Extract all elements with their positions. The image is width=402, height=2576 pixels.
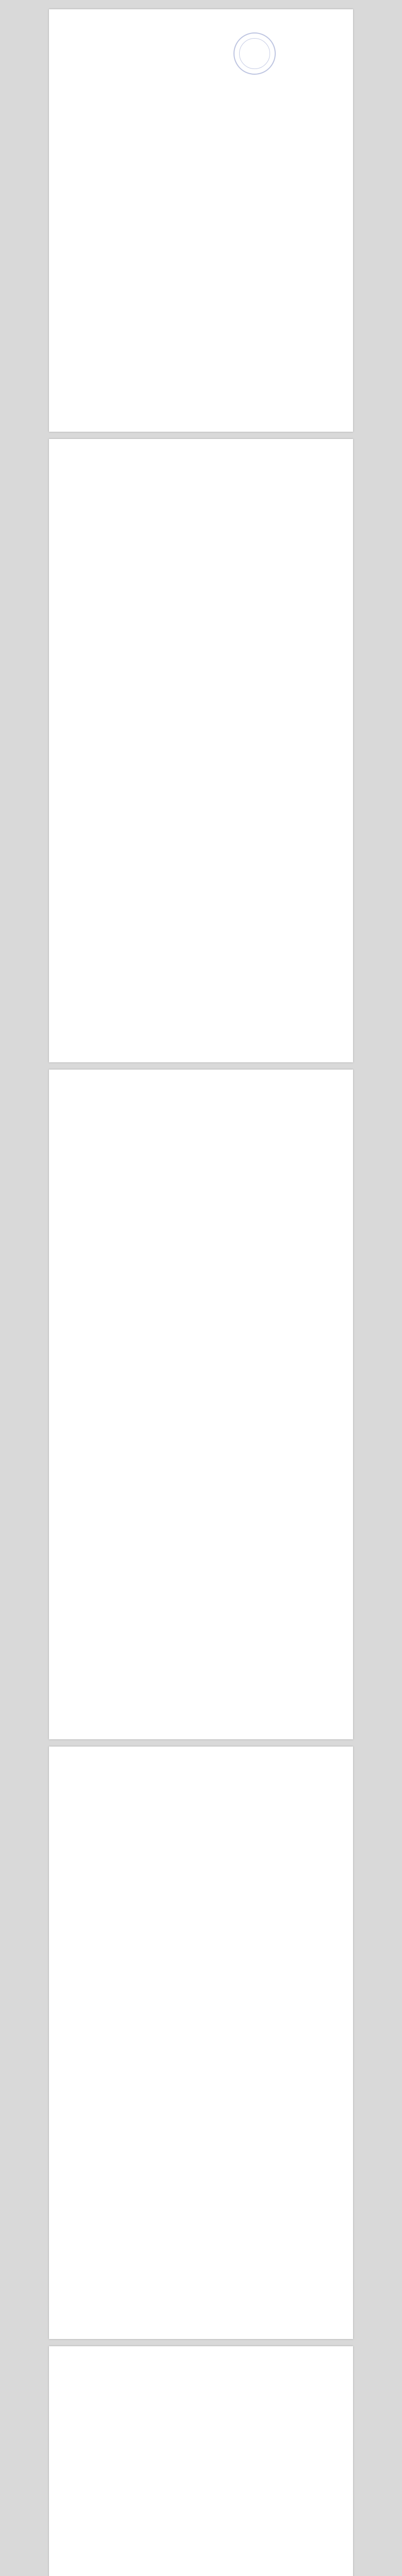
paragraph	[85, 2047, 325, 2054]
paragraph	[85, 1231, 325, 1238]
paragraph	[85, 2055, 325, 2061]
paragraph	[85, 2484, 325, 2491]
paragraph	[85, 1977, 325, 1984]
paragraph	[85, 2569, 325, 2576]
paragraph	[85, 1278, 325, 1284]
paragraph	[85, 585, 325, 591]
approval-line	[214, 55, 325, 61]
paragraph	[85, 1962, 325, 1969]
paragraph	[85, 2515, 325, 2522]
paragraph	[85, 1838, 325, 1845]
paragraph	[85, 1993, 325, 1999]
paragraph	[85, 1200, 325, 1207]
paragraph	[85, 562, 325, 568]
paragraph	[85, 2210, 325, 2216]
paragraph	[85, 716, 325, 723]
paragraph	[85, 1869, 325, 1876]
paragraph	[85, 2531, 325, 2537]
paragraph	[85, 2287, 325, 2294]
paragraph	[85, 1170, 325, 1176]
paragraph	[85, 1255, 325, 1261]
paragraph	[85, 2554, 325, 2561]
paragraph	[85, 2132, 325, 2139]
paragraph	[85, 1939, 325, 1945]
paragraph	[85, 546, 325, 553]
paragraph	[85, 500, 325, 506]
paragraph	[85, 1970, 325, 1976]
paragraph	[85, 1861, 325, 1868]
paragraph	[85, 2062, 325, 2069]
paragraph	[85, 747, 325, 754]
paragraph	[85, 1208, 325, 1215]
paragraph	[85, 762, 325, 769]
paragraph	[85, 1931, 325, 1938]
document-page-3	[49, 1070, 353, 1739]
paragraph	[85, 677, 325, 684]
paragraph	[85, 1123, 325, 1129]
paragraph	[85, 1185, 325, 1192]
paragraph	[85, 2125, 325, 2131]
paragraph	[85, 701, 325, 707]
paragraph	[85, 2507, 325, 2514]
paragraph	[85, 2546, 325, 2553]
paragraph	[85, 2415, 325, 2421]
paragraph	[85, 492, 325, 499]
paragraph	[85, 2430, 325, 2437]
title-line	[80, 196, 322, 207]
paragraph	[85, 2039, 325, 2046]
paragraph	[85, 1823, 325, 1829]
paragraph	[85, 786, 325, 792]
section-heading	[85, 1156, 325, 1163]
paragraph	[85, 2078, 325, 2084]
paragraph	[85, 685, 325, 692]
paragraph	[85, 770, 325, 777]
title-line	[80, 175, 322, 185]
page-content	[85, 1775, 325, 2295]
paragraph	[85, 639, 325, 646]
paragraph	[85, 2187, 325, 2193]
paragraph	[85, 809, 325, 816]
paragraph	[85, 538, 325, 545]
paragraph	[85, 592, 325, 599]
paragraph	[85, 2461, 325, 2468]
paragraph	[85, 1130, 325, 1137]
paragraph	[85, 647, 325, 653]
title-line	[80, 250, 322, 261]
paragraph	[85, 1316, 325, 1323]
paragraph	[85, 1854, 325, 1860]
paragraph	[85, 1247, 325, 1253]
paragraph	[85, 801, 325, 808]
paragraph	[85, 2086, 325, 2092]
paragraph	[85, 2248, 325, 2255]
paragraph	[85, 600, 325, 607]
paragraph	[85, 2399, 325, 2406]
paragraph	[85, 1831, 325, 1837]
section-heading	[85, 479, 325, 486]
title-line	[80, 261, 322, 272]
paragraph	[85, 1946, 325, 1953]
paragraph	[85, 2202, 325, 2209]
paragraph	[85, 1877, 325, 1884]
paragraph	[85, 577, 325, 584]
paragraph	[85, 1892, 325, 1899]
paragraph	[85, 1285, 325, 1292]
paragraph	[85, 616, 325, 622]
paragraph	[85, 1301, 325, 1308]
paragraph	[85, 623, 325, 630]
paragraph	[85, 2407, 325, 2414]
title-line	[80, 218, 322, 229]
paragraph	[85, 1177, 325, 1184]
paragraph	[85, 1800, 325, 1806]
paragraph	[85, 2562, 325, 2568]
approval-line	[214, 67, 325, 73]
cover-page	[49, 9, 353, 432]
paragraph	[85, 739, 325, 746]
paragraph	[85, 2194, 325, 2201]
paragraph	[85, 2163, 325, 2170]
paragraph	[85, 1270, 325, 1277]
paragraph	[85, 569, 325, 576]
paragraph	[85, 2031, 325, 2038]
paragraph	[85, 2179, 325, 2185]
section-heading	[85, 2111, 325, 2119]
title-line	[80, 229, 322, 240]
paragraph	[85, 724, 325, 731]
title-line	[80, 207, 322, 218]
paragraph	[85, 1923, 325, 1930]
paragraph	[85, 631, 325, 638]
paragraph	[85, 2008, 325, 2015]
paragraph	[85, 2241, 325, 2247]
paragraph	[85, 554, 325, 561]
paragraph	[85, 1138, 325, 1145]
paragraph	[85, 1193, 325, 1199]
paragraph	[85, 2024, 325, 2030]
paragraph	[85, 693, 325, 700]
approval-line	[214, 30, 325, 36]
paragraph	[85, 662, 325, 669]
paragraph	[85, 2140, 325, 2147]
paragraph	[85, 1239, 325, 1246]
approval-line	[214, 36, 325, 42]
paragraph	[85, 1985, 325, 1992]
document-page-2	[49, 439, 353, 1062]
paragraph	[85, 2233, 325, 2240]
paragraph	[85, 1885, 325, 1891]
paragraph	[85, 2148, 325, 2155]
paragraph	[85, 2093, 325, 2100]
page-content	[85, 467, 325, 817]
paragraph	[85, 2272, 325, 2278]
paragraph	[85, 1815, 325, 1822]
paragraph	[85, 1293, 325, 1300]
title-line	[80, 185, 322, 196]
paragraph	[85, 2217, 325, 2224]
paragraph	[85, 2477, 325, 2483]
paragraph	[85, 2538, 325, 2545]
paragraph	[85, 793, 325, 800]
paragraph	[85, 732, 325, 738]
document-page-4	[49, 1747, 353, 2339]
paragraph	[85, 2225, 325, 2232]
paragraph	[85, 608, 325, 615]
paragraph	[85, 2523, 325, 2530]
approval-line	[214, 42, 325, 48]
paragraph	[85, 1846, 325, 1853]
title-line	[80, 164, 322, 175]
paragraph	[85, 2264, 325, 2270]
document-title	[80, 164, 322, 272]
paragraph	[85, 2070, 325, 2077]
paragraph	[85, 670, 325, 676]
approval-line	[214, 48, 325, 55]
section-heading	[85, 1786, 325, 1793]
approval-line	[214, 61, 325, 67]
paragraph	[85, 2469, 325, 2476]
paragraph	[85, 2446, 325, 2452]
paragraph	[85, 531, 325, 537]
paragraph	[85, 755, 325, 761]
approval-block	[214, 30, 325, 73]
paragraph	[85, 654, 325, 661]
paragraph	[85, 1916, 325, 1922]
paragraph	[85, 1262, 325, 1269]
paragraph	[85, 708, 325, 715]
paragraph	[85, 2453, 325, 2460]
paragraph	[85, 2171, 325, 2178]
paragraph	[85, 1807, 325, 1814]
paragraph	[85, 2492, 325, 2499]
paragraph	[85, 1900, 325, 1907]
paragraph	[85, 2438, 325, 2445]
paragraph	[85, 2156, 325, 2162]
title-line	[80, 240, 322, 250]
paragraph	[85, 515, 325, 522]
section-heading	[85, 1109, 325, 1116]
paragraph	[85, 507, 325, 514]
paragraph	[85, 2016, 325, 2023]
page-content	[85, 1098, 325, 1324]
section-heading	[85, 2386, 325, 2393]
document-page-5	[49, 2346, 353, 2576]
page-content	[85, 2375, 325, 2576]
paragraph	[85, 523, 325, 530]
paragraph	[85, 2422, 325, 2429]
paragraph	[85, 2279, 325, 2286]
paragraph	[85, 778, 325, 785]
paragraph	[85, 1224, 325, 1230]
paragraph	[85, 2256, 325, 2263]
paragraph	[85, 1954, 325, 1961]
paragraph	[85, 1216, 325, 1223]
paragraph	[85, 2500, 325, 2506]
paragraph	[85, 1309, 325, 1315]
paragraph	[85, 2001, 325, 2007]
paragraph	[85, 1908, 325, 1914]
